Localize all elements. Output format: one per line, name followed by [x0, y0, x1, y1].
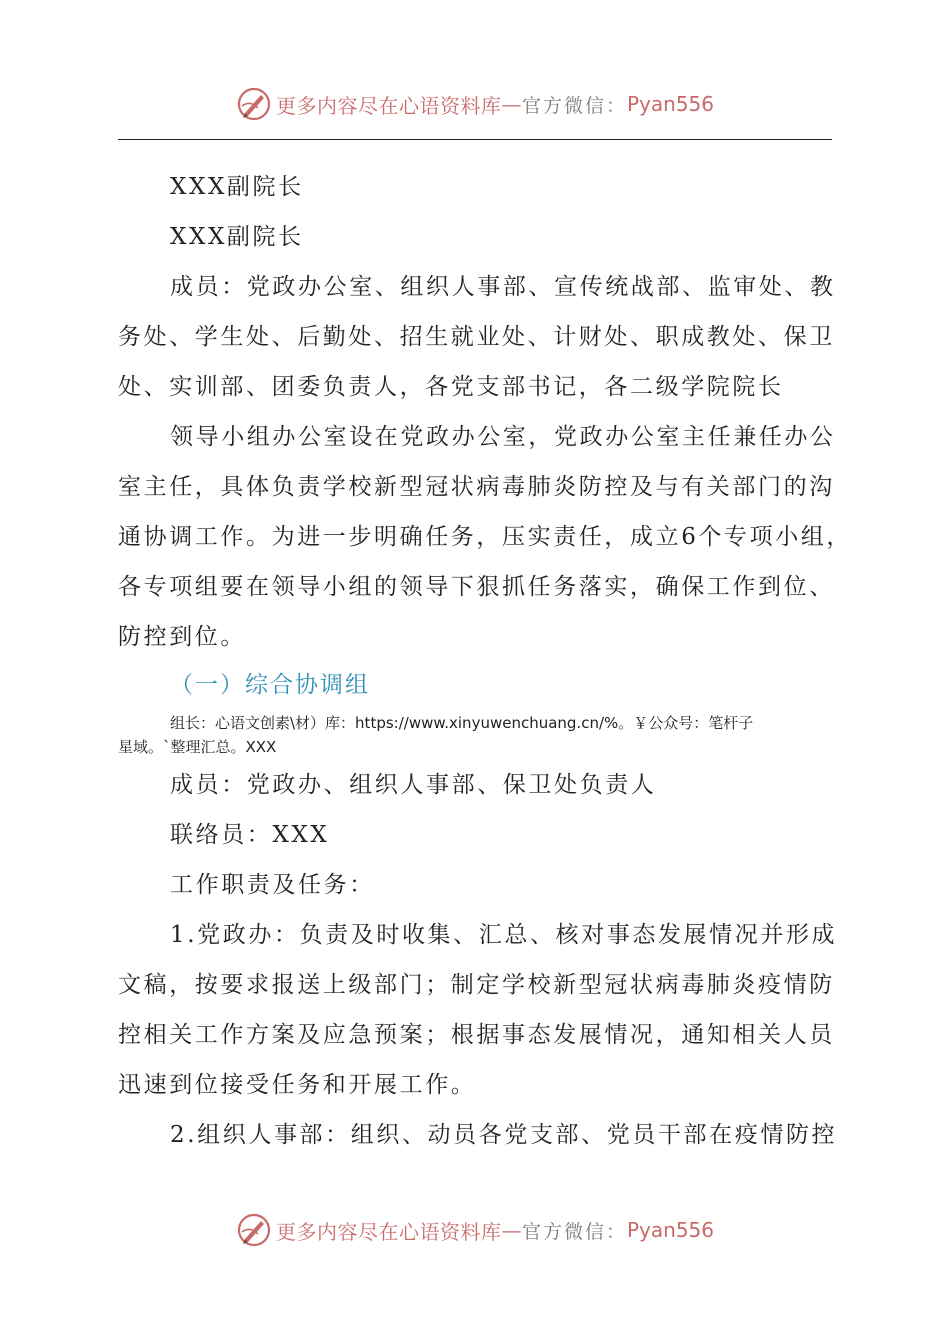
footer-banner [0, 1210, 950, 1250]
header-dash: — [501, 92, 522, 116]
vice-president-2: XXX副院长 [170, 224, 304, 250]
members-line-3: 处、实训部、团委负责人，各党支部书记，各二级学院院长 [118, 374, 784, 400]
header-sub: 官方微信： [521, 94, 627, 117]
office-line-1: 领导小组办公室设在党政办公室，党政办公室主任兼任办公 [170, 424, 836, 450]
vice-president-1: XXX副院长 [170, 174, 304, 200]
liaison-line: 联络员：XXX [170, 822, 330, 848]
footer-sub: 官方微信： [521, 1220, 627, 1243]
office-line-2: 室主任，具体负责学校新型冠状病毒肺炎防控及与有关部门的沟 [118, 474, 835, 500]
office-line-4: 各专项组要在领导小组的领导下狠抓任务落实，确保工作到位、 [118, 574, 835, 600]
pen-logo-icon [236, 86, 272, 122]
item1-line-1: 1.党政办：负责及时收集、汇总、核对事态发展情况并形成 [170, 922, 838, 948]
members-line-2: 务处、学生处、后勤处、招生就业处、计财处、职成教处、保卫 [118, 324, 835, 350]
office-line-3: 通协调工作。为进一步明确任务，压实责任，成立6个专项小组， [118, 524, 853, 550]
section-heading-1: （一）综合协调组 [170, 672, 370, 698]
footer-dash: — [501, 1218, 522, 1242]
members-line-1: 成员：党政办公室、组织人事部、宣传统战部、监审处、教 [170, 274, 836, 300]
members2-line: 成员：党政办、组织人事部、保卫处负责人 [170, 772, 657, 798]
item1-line-3: 控相关工作方案及应急预案；根据事态发展情况，通知相关人员 [118, 1022, 835, 1048]
header-wechat: Pyan556 [627, 92, 715, 116]
header-rule [118, 139, 832, 140]
item1-line-4: 迅速到位接受任务和开展工作。 [118, 1072, 477, 1098]
header-banner [0, 84, 950, 124]
item1-line-2: 文稿，按要求报送上级部门；制定学校新型冠状病毒肺炎疫情防 [118, 972, 835, 998]
footer-wechat: Pyan556 [627, 1218, 715, 1242]
header-brand: 更多内容尽在心语资料库 [275, 93, 502, 118]
duties-line: 工作职责及任务： [170, 872, 375, 898]
item2-line-1: 2.组织人事部：组织、动员各党支部、党员干部在疫情防控 [170, 1122, 838, 1148]
office-line-5: 防控到位。 [118, 624, 246, 650]
footer-brand: 更多内容尽在心语资料库 [275, 1219, 502, 1244]
pen-logo-icon [236, 1212, 272, 1248]
leader-line-2: 星域。`整理汇总。XXX [118, 738, 277, 756]
leader-line-1: 组长：心语文创素\材）库：https://www.xinyuwenchuang.cn/%。￥公众号：笔杆子 [170, 714, 754, 732]
